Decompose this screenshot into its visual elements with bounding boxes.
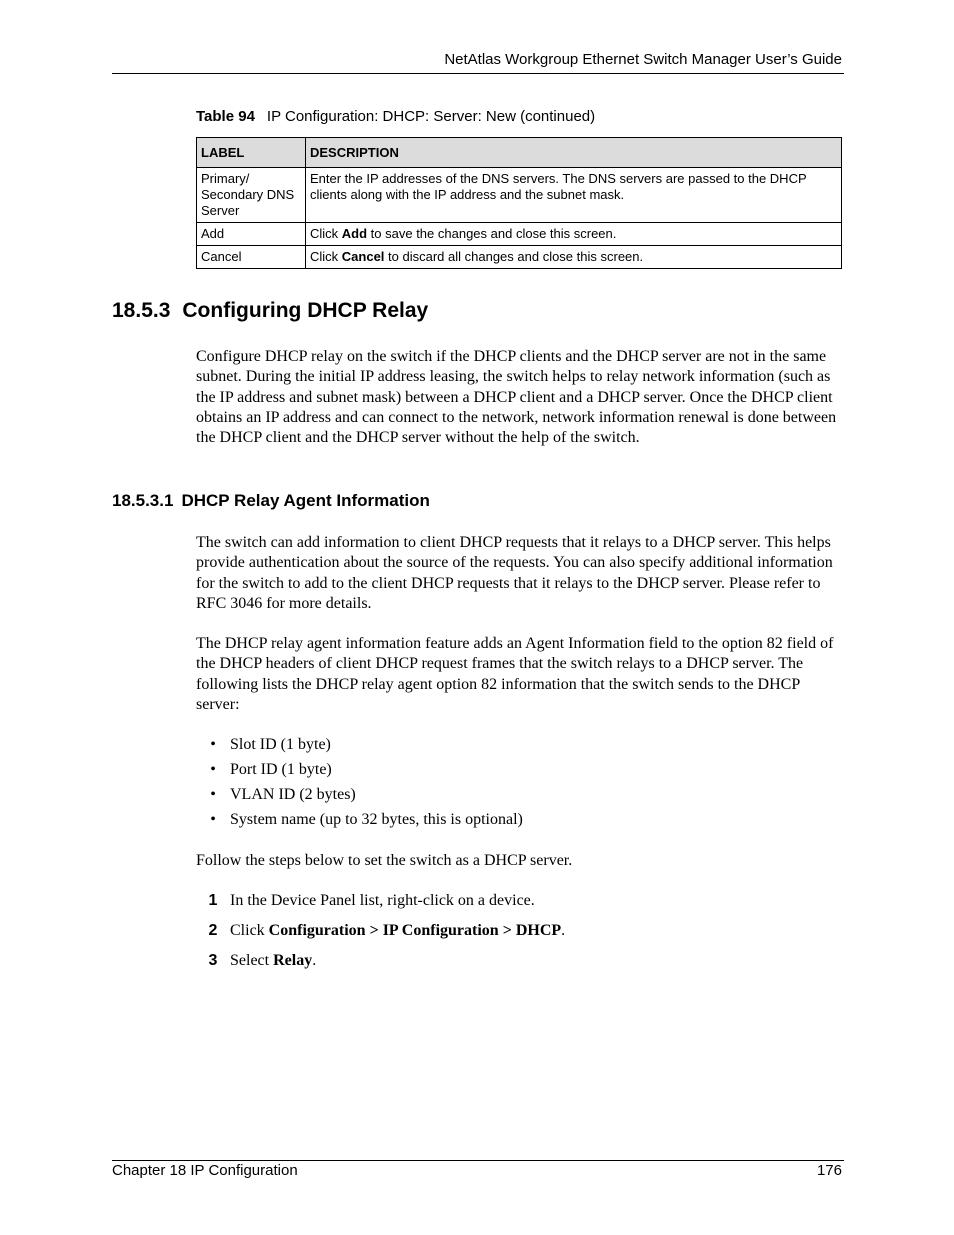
list-item (196, 760, 523, 785)
list-item-text: VLAN ID (2 bytes) (230, 786, 356, 803)
desc-text: Click (310, 249, 342, 264)
table-row (197, 223, 842, 246)
desc-text: to save the changes and close this screen. (367, 226, 617, 241)
table-row (197, 168, 842, 223)
bullet-icon: • (210, 736, 216, 753)
section-intro-paragraph: Configure DHCP relay on the switch if the DHCP clients and the DHCP server are not in the same subnet. During the initial IP address leasing, the switch helps to relay network information (such as the IP address and subnet mask) between a DHCP client and a DHCP server. Once the DHCP client obtains an IP address and can connect to the network, network information renewal is done between the DHCP client and the DHCP server without the help of the switch. (196, 348, 837, 447)
step-text: Click (230, 922, 269, 939)
column-header-label: LABEL (197, 138, 306, 168)
list-item-text: Port ID (1 byte) (230, 761, 332, 778)
step-text: . (312, 952, 317, 969)
row-label: Add (197, 223, 306, 246)
step-bold: Relay (273, 952, 313, 969)
list-item-text: Slot ID (1 byte) (230, 736, 331, 753)
row-description (306, 246, 842, 269)
column-header-description: DESCRIPTION (306, 138, 842, 168)
paragraph: The DHCP relay agent information feature adds an Agent Information field to the option 82 field of the DHCP headers of client DHCP request frames that the switch relays to a DHCP server. The following lists the DHCP relay agent option 82 information that the switch sends to the DHCP server: (196, 635, 834, 713)
list-item-text: System name (up to 32 bytes, this is optional) (230, 811, 523, 828)
step-number: 3 (208, 952, 218, 969)
section-number: 18.5.3 (112, 299, 171, 322)
subsection-heading (112, 491, 430, 511)
running-header: NetAtlas Workgroup Ethernet Switch Manager User’s Guide (444, 51, 842, 68)
step-bold: Configuration > IP Configuration > DHCP (268, 922, 562, 939)
row-description: Enter the IP addresses of the DNS servers. The DNS servers are passed to the DHCP clients along with the IP address and the subnet mask. (306, 168, 842, 223)
step-item (196, 951, 565, 981)
table-caption-label: Table 94 (196, 108, 255, 125)
table-caption (196, 108, 595, 125)
step-item (196, 891, 565, 921)
paragraph: The switch can add information to client DHCP requests that it relays to a DHCP server. This helps provide authentication about the source of the requests. You can also specify additional information for the switch to add to the client DHCP requests that it relays to the DHCP server. Please refer to RFC 3046 for more details. (196, 534, 833, 612)
option82-list (196, 735, 523, 835)
section-title: Configuring DHCP Relay (182, 299, 429, 322)
table-header-row (197, 138, 842, 168)
subsection-title: DHCP Relay Agent Information (181, 491, 430, 510)
table-row (197, 246, 842, 269)
desc-text: to discard all changes and close this screen. (384, 249, 644, 264)
list-item (196, 785, 523, 810)
desc-bold: Cancel (341, 249, 385, 264)
step-item (196, 921, 565, 951)
row-label: Cancel (197, 246, 306, 269)
footer-rule (112, 1160, 844, 1161)
list-item (196, 735, 523, 760)
desc-bold: Add (341, 226, 368, 241)
row-description (306, 223, 842, 246)
desc-text: Click (310, 226, 342, 241)
step-text: In the Device Panel list, right-click on a device. (230, 892, 535, 909)
subsection-number: 18.5.3.1 (112, 491, 174, 510)
page-number: 176 (816, 1162, 842, 1179)
header-rule (112, 73, 844, 74)
steps-intro: Follow the steps below to set the switch as a DHCP server. (196, 852, 573, 869)
bullet-icon: • (210, 761, 216, 778)
bullet-icon: • (210, 811, 216, 828)
steps-list (196, 891, 565, 981)
step-number: 2 (208, 922, 218, 939)
step-text: . (561, 922, 566, 939)
bullet-icon: • (210, 786, 216, 803)
table-caption-text: IP Configuration: DHCP: Server: New (continued) (266, 108, 596, 125)
step-number: 1 (208, 892, 218, 909)
row-label: Primary/ Secondary DNS Server (197, 168, 306, 223)
list-item (196, 810, 523, 835)
ip-config-table (196, 137, 842, 269)
section-heading (112, 299, 428, 323)
footer-chapter: Chapter 18 IP Configuration (112, 1162, 298, 1179)
step-text: Select (230, 952, 274, 969)
